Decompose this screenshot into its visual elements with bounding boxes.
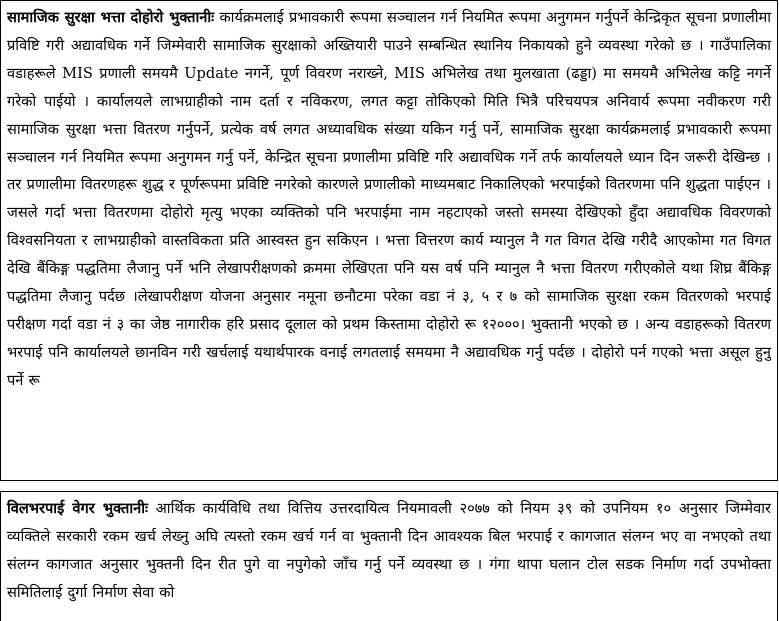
section-payment-without-bills xyxy=(0,491,778,621)
section-paragraph xyxy=(7,495,771,607)
section-heading: सामाजिक सुरक्षा भत्ता दोहोरो भुक्तानीः xyxy=(7,9,215,26)
section-paragraph xyxy=(7,4,771,395)
section-body-text: कार्यक्रमलाई प्रभावकारी रूपमा सञ्चालन गर्न नियमित रूपमा अनुगमन गर्नुपर्ने केन्द्रिकृत सूचना प्रणालीमा प्रविष्टि गरी अद्यावधिक गर्ने जिम्मेवारी सामाजिक सुरक्षाको अख्तियारी पाउने सम्बन्धित स्थानिय निकायको हुने व्यवस्था गरेको छ । गाउँपालिका वडाहरूले MIS प्रणाली समयमै Update नगर्ने, पूर्ण विवरण नराख्ने, MIS अभिलेख तथा मुलखाता (ढड्डा) मा समयमै अभिलेख कट्टि नगर्ने गरेको पाईयो । कार्यालयले लाभग्राहीको नाम दर्ता र नविकरण, लगत कट्टा तोकिएको मिति भित्रै परिचयपत्र अनिवार्य रूपमा नवीकरण गरी सामाजिक सुरक्षा भत्ता वितरण गर्नुपर्ने, प्रत्येक वर्ष लगत अध्यावधिक संख्या यकिन गर्नु पर्ने, सामाजिक सुरक्षा कार्यक्रमलाई प्रभावकारी रूपमा सञ्चालन गर्न नियमित रूपमा अनुगमन गर्नु पर्ने, केन्द्रित सूचना प्रणालीमा प्रविष्टि गरि अद्यावधिक गर्ने तर्फ कार्यालयले ध्यान दिन जरूरी देखिन्छ ।तर प्रणालीमा वितरणहरू शुद्ध र पूर्णरूपमा प्रविष्टि नगरेको कारणले प्रणालीको माध्यमबाट निकालिएको भरपाईको वितरणमा पनि शुद्धता पाईएन । जसले गर्दा भत्ता वितरणमा दोहोरो मृत्यु भएका व्यक्तिको पनि भरपाईमा नाम नहटाएको जस्तो समस्या देखिएको हुँदा अद्यावधिक विवरणको विश्वसनियता र लाभग्राहीको वास्तविकता प्रति आस्वस्त हुन सकिएन । भत्ता वित्तरण कार्य म्यानुल नै गत विगत देखि गरीदै आएकोमा गत विगत देखि बैंकिङ्ग पद्धतिमा लैजानु पर्ने भनि लेखापरीक्षणको क्रममा लेखिएता पनि यस वर्ष पनि म्यानुल नै भत्ता वितरण गरीएकोले यथा शिघ्र बैंकिङ्ग पद्धतिमा लैजानु पर्दछ ।लेखापरीक्षण योजना अनुसार नमूना छनौटमा परेका वडा नं ३, ५ र ७ को सामाजिक सुरक्षा रकम वितरणको भरपाई परीक्षण गर्दा वडा नं ३ का जेष्ठ नागारीक हरि प्रसाद दूलाल को प्रथम किस्तामा दोहोरो रू १२०००। भुक्तानी भएको छ । अन्य वडाहरूको वितरण भरपाई पनि कार्यालयले छानविन गरी खर्चलाई यथार्थपारक वनाई लगतलाई समयमा नै अद्यावधिक गर्नु पर्दछ । दोहोरो पर्न गएको भत्ता असूल हुनु पर्ने रू xyxy=(7,9,771,389)
section-heading: विलभरपाई वेगर भुक्तानीः xyxy=(7,500,148,517)
section-body-text: आर्थिक कार्यविधि तथा वित्तिय उत्तरदायित्व नियमावली २०७७ को नियम ३९ को उपनियम १० अनुसार जिम्मेवार व्यक्तिले सरकारी रकम खर्च लेख्नु अघि त्यस्तो रकम खर्च गर्न वा भुक्तानी दिन आवश्यक बिल भरपाई र कागजात संलग्न भए वा नभएको तथा संलग्न कागजात अनुसार भुक्तनी दिन रीत पुगे वा नपुगेको जाँच गर्नु पर्ने व्यवस्था छ । गंगा थापा घलान टोल सडक निर्माण गर्दा उपभोक्ता समितिलाई दुर्गा निर्माण सेवा को xyxy=(7,500,771,601)
